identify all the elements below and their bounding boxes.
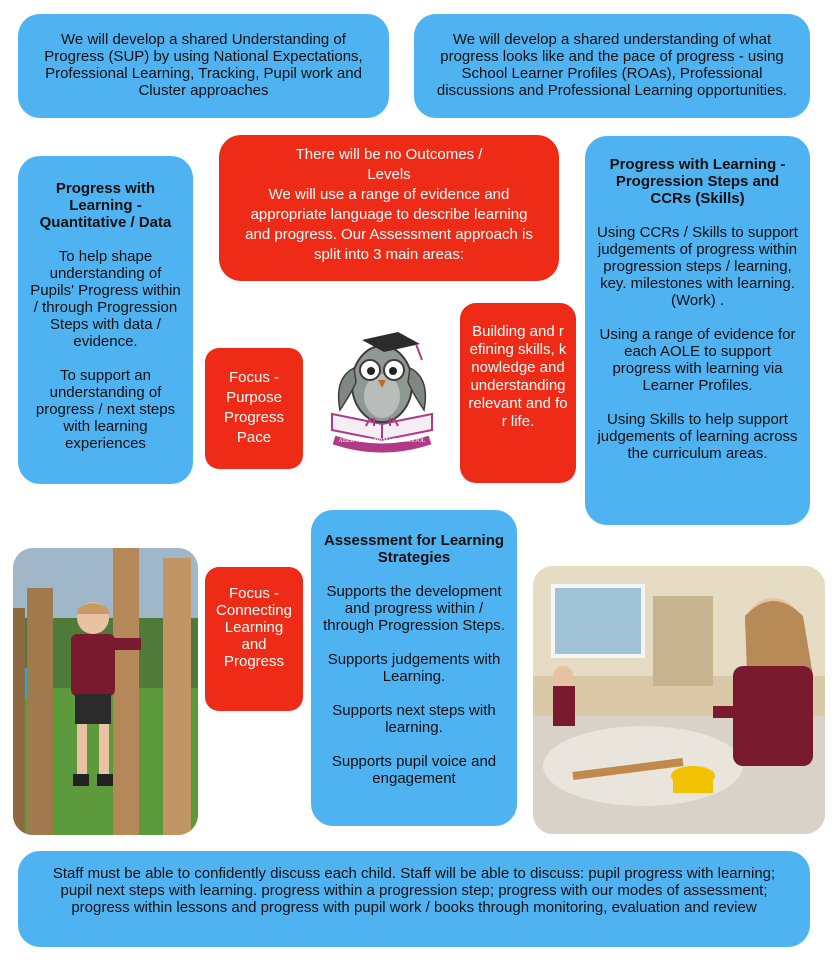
staff-discussion-box bbox=[18, 851, 810, 947]
staff-discussion-text: Staff must be able to confidently discuss each child. Staff will be able to discuss: pupil progress with learning; pupil next steps with learning. progress within a progression step; progress with our modes of assessment; progress within lessons and progress with pupil work / books through monitoring, evaluation and review bbox=[52, 865, 776, 916]
focus-connecting-text: Focus - Connecting Learning and Progress bbox=[216, 585, 292, 670]
photo-child-balancing bbox=[13, 548, 198, 835]
no-outcomes-line1: There will be no Outcomes / bbox=[295, 146, 483, 163]
quantitative-data-box bbox=[18, 156, 193, 484]
focus-purpose-text: Focus - Purpose Progress Pace bbox=[223, 369, 285, 446]
progression-steps-p2: Using a range of evidence for each AOLE to support progress with learning via Learner Profiles. bbox=[599, 326, 796, 394]
assessment-for-learning-box bbox=[311, 510, 517, 826]
assessment-for-learning-p3: Supports next steps with learning. bbox=[332, 702, 496, 736]
shared-understanding-box bbox=[18, 14, 389, 118]
focus-purpose-box bbox=[205, 348, 303, 469]
quantitative-data-title: Progress with Learning - Quantitative / Data bbox=[39, 180, 172, 231]
assessment-for-learning-p2: Supports judgements with Learning. bbox=[327, 651, 501, 685]
school-logo bbox=[326, 318, 438, 458]
quantitative-data-p2: To support an understanding of progress / next steps with learning experiences bbox=[35, 367, 176, 452]
pace-of-progress-text: We will develop a shared understanding of what progress looks like and the pace of progress - using School Learner Profiles (ROAs), Professional discussions and Professional Learning opportunities. bbox=[436, 31, 788, 99]
progression-steps-box bbox=[585, 136, 810, 525]
no-outcomes-box bbox=[219, 135, 559, 281]
no-outcomes-line2: Levels bbox=[367, 166, 411, 183]
photo-child-sand-tray bbox=[533, 566, 825, 834]
school-logo-text: ABER ARTH PRIMARY SCHOOL bbox=[338, 438, 426, 444]
assessment-for-learning-p4: Supports pupil voice and engagement bbox=[331, 753, 497, 787]
building-skills-box bbox=[460, 303, 576, 483]
progression-steps-title: Progress with Learning - Progression Steps and CCRs (Skills) bbox=[609, 156, 786, 207]
progression-steps-p1: Using CCRs / Skills to support judgements of progress within progression steps / learning, key. milestones with learning. (Work) . bbox=[597, 224, 798, 309]
progression-steps-p3: Using Skills to help support judgements of learning across the curriculum areas. bbox=[597, 411, 798, 462]
shared-understanding-text: We will develop a shared Understanding of Progress (SUP) by using National Expectations, Professional Learning, Tracking, Pupil work and Cluster approaches bbox=[44, 31, 363, 99]
focus-connecting-box bbox=[205, 567, 303, 711]
building-skills-text: Building and refining skills, knowledge and understanding relevant and for life. bbox=[468, 323, 568, 430]
quantitative-data-p1: To help shape understanding of Pupils' Progress within / through Progression Steps with data / evidence. bbox=[30, 248, 181, 350]
assessment-for-learning-title: Assessment for Learning Strategies bbox=[323, 532, 505, 566]
assessment-for-learning-p1: Supports the development and progress within / through Progression Steps. bbox=[323, 583, 505, 634]
pace-of-progress-box bbox=[414, 14, 810, 118]
no-outcomes-rest: We will use a range of evidence and appropriate language to describe learning and progress. Our Assessment approach is split into 3 main areas: bbox=[245, 186, 533, 263]
